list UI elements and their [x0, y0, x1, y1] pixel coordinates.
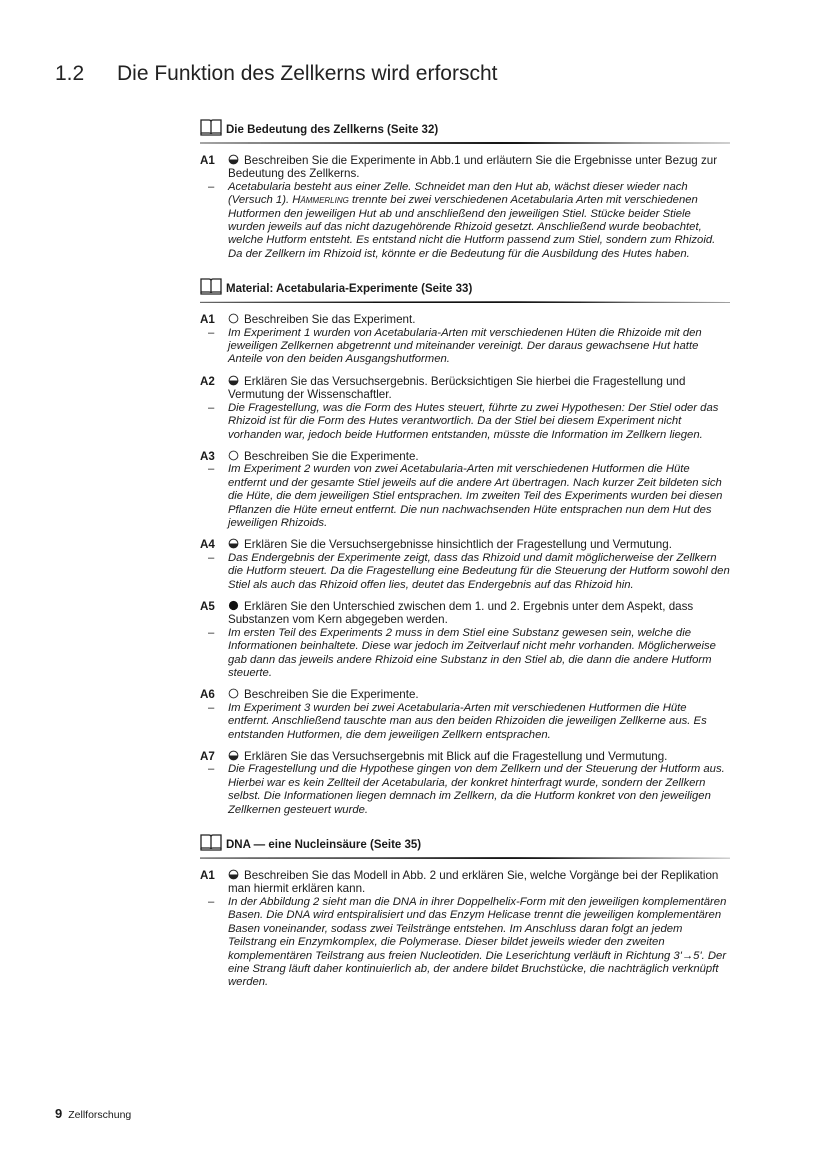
task-code: A1	[200, 154, 215, 167]
task-question: Beschreiben Sie das Experiment.	[244, 313, 416, 327]
answer-dash: –	[208, 551, 215, 564]
answer-text: Das Endergebnis der Experimente zeigt, dass das Rhizoid und damit möglicherweise der Zellkern die Hutform steuert. Da die Fragestellung eine Bedeutung für die Steuerung der Hutform sowohl den Stiel als auch das Rhizoid offen lies, deutet das Endergebnis auf das Rhizoid hin.	[228, 551, 730, 591]
difficulty-medium-icon	[228, 375, 239, 386]
task-answer	[208, 326, 730, 367]
page-number: 9	[55, 1106, 63, 1121]
task-answer	[208, 701, 730, 742]
task-answer	[208, 463, 730, 530]
difficulty-medium-icon	[228, 154, 239, 165]
task-code: A6	[200, 688, 215, 702]
difficulty-medium-icon	[228, 750, 239, 761]
answer-text: trennte bei zwei verschiedenen Acetabularia Arten mit verschiedenen Hutformen den jeweiligen Hut ab und anschließend den jeweiligen Stiel. Stücke beider Stiele wurden jeweils auf das nicht dazugehörende Rhizoid gesetzt. Anschließend wurde beobachtet, welche Hutform entsteht. Es entstand nicht die Hutform passend zum Stiel, sondern zum Rhizoid. Da der Zellkern im Rhizoid ist, könnte er die Bedeutung für die Ausbildung des Hutes haben.	[228, 194, 716, 260]
task-question: Erklären Sie die Versuchsergebnisse hinsichtlich der Fragestellung und Vermutung.	[244, 538, 672, 552]
difficulty-hard-icon	[228, 600, 239, 611]
task-answer	[208, 180, 730, 261]
task-answer	[208, 401, 730, 442]
answer-dash: –	[208, 626, 215, 639]
task-item	[200, 538, 730, 592]
answer-dash: –	[208, 401, 215, 414]
difficulty-medium-icon	[228, 538, 239, 549]
task-question: Erklären Sie den Unterschied zwischen dem 1. und 2. Ergebnis unter dem Aspekt, dass Substanzen vom Kern abgegeben werden.	[228, 599, 694, 627]
answer-text: Die Fragestellung und die Hypothese gingen von dem Zellkern und der Steuerung der Hutform aus. Hierbei war es kein Zellteil der Acetabularia, der konkret hinterfragt wurde, sondern der Zellkern selbst. Die Informationen liegen demnach im Zellkern, da die Hutform konkret von den jeweiligen Zellkernen gesteuert wurde.	[228, 763, 725, 816]
divider	[200, 857, 730, 859]
task-question: Erklären Sie das Versuchsergebnis mit Blick auf die Fragestellung und Vermutung.	[244, 750, 668, 764]
chapter-number: 1.2	[55, 62, 85, 85]
section	[200, 831, 730, 990]
section	[200, 116, 730, 261]
task-code: A4	[200, 538, 215, 552]
section-header	[200, 275, 730, 301]
difficulty-easy-icon	[228, 688, 239, 699]
answer-text: Die Fragestellung, was die Form des Hutes steuert, führte zu zwei Hypothesen: Der Stiel oder das Rhizoid ist für die Form des Hutes verantwortlich. Da der Stiel bei diesem Experiment nicht vorhanden war, jedoch beide Hutformen entstanden, müsste die Information im Zellkern liegen.	[228, 401, 719, 441]
task-item	[200, 750, 730, 817]
task-code: A1	[200, 313, 215, 327]
content	[200, 116, 730, 1004]
task-code: A5	[200, 599, 215, 613]
answer-text: Im ersten Teil des Experiments 2 muss in dem Stiel eine Substanz gewesen sein, welche die Informationen beinhaltete. Diese war jedoch im Zeitverlauf nicht mehr vorhanden. Möglicherweise gab dann das jeweils andere Rhizoid eine Substanz in den Stiel ab, die dann die andere Hutform steuerte.	[228, 626, 716, 679]
section-header	[200, 831, 730, 857]
task-code: A2	[200, 374, 215, 388]
chapter-title: Die Funktion des Zellkerns wird erforscht	[117, 62, 498, 85]
answer-dash: –	[208, 180, 215, 193]
answer-dash: –	[208, 326, 215, 339]
task-code: A7	[200, 750, 215, 764]
divider	[200, 301, 730, 303]
task-answer	[208, 763, 730, 817]
section-header	[200, 116, 730, 142]
answer-dash: –	[208, 763, 215, 776]
answer-text: Im Experiment 2 wurden von zwei Acetabularia-Arten mit verschiedenen Hutformen die Hüte entfernt und der gesamte Stiel jeweils auf die andere Art übertragen. Nach kurzer Zeit bildeten sich die Hüte, die dem jeweiligen Stiel entsprachen. Im zweiten Teil des Experiments wurden bei diesen Pflanzen die Hüte erneut entfernt. Die nun nachwachsenden Hüte entsprachen nun dem Hut des jeweiligen Rhizoids.	[228, 463, 723, 529]
task-question: Beschreiben Sie die Experimente in Abb.1 und erläutern Sie die Ergebnisse unter Bezug zur Bedeutung des Zellkerns.	[228, 154, 718, 181]
footer	[55, 1106, 131, 1121]
task-code: A1	[200, 869, 215, 883]
section-heading: DNA — eine Nucleinsäure (Seite 35)	[226, 839, 422, 852]
task-item	[200, 600, 730, 680]
task-question: Beschreiben Sie die Experimente.	[244, 688, 419, 702]
task-item	[200, 313, 730, 367]
answer-dash: –	[208, 463, 215, 476]
answer-text-start: Acetabularia besteht aus einer Zelle. Schneidet man den Hut ab, wächst dieser wieder nach (Versuch 1).	[228, 180, 688, 207]
task-answer	[208, 626, 730, 681]
book-icon	[200, 833, 222, 851]
page-title	[55, 62, 497, 86]
task-item	[200, 450, 730, 530]
task-answer	[208, 551, 730, 592]
divider	[200, 142, 730, 144]
difficulty-medium-icon	[228, 869, 239, 880]
task-item	[200, 375, 730, 442]
answer-text: Im Experiment 1 wurden von Acetabularia-Arten mit verschiedenen Hüten die Rhizoide mit den jeweiligen Zellkernen abgetrennt und miteinander vereinigt. Der daraus gewachsene Hut hatte Anteile von den beiden Ausgangshutformen.	[228, 326, 702, 366]
footer-label: Zellforschung	[68, 1109, 132, 1121]
book-icon	[200, 118, 222, 136]
difficulty-easy-icon	[228, 313, 239, 324]
section-heading: Die Bedeutung des Zellkerns (Seite 32)	[226, 124, 439, 136]
answer-dash: –	[208, 895, 215, 908]
task-answer	[208, 895, 730, 990]
answer-text: In der Abbildung 2 sieht man die DNA in ihrer Doppelhelix-Form mit den jeweiligen komplementären Basen. Die DNA wird entspiralisiert und das Enzym Helicase trennt die jeweiligen komplementären Basen voneinander, sodass zwei Teilstränge entstehen. Im Anschluss daran folgt an jedem Teilstrang ein Enzymkomplex, die Polymerase. Dieser bildet jeweils wieder den zweiten komplementären Teilstrang aus freien Nucleotiden. Die Leserichtung verläuft in Richtung 3'→5'. Der eine Strang läuft daher kontinuierlich ab, der andere bildet Bruchstücke, die nachträglich verknüpft werden.	[228, 895, 727, 989]
task-item	[200, 869, 730, 990]
task-question: Beschreiben Sie die Experimente.	[244, 449, 419, 463]
book-icon	[200, 277, 222, 295]
answer-dash: –	[208, 701, 215, 714]
task-question: Erklären Sie das Versuchsergebnis. Berücksichtigen Sie hierbei die Fragestellung und Vermutung der Wissenschaftler.	[228, 374, 686, 402]
section	[200, 275, 730, 817]
section-heading: Material: Acetabularia-Experimente (Seite 33)	[226, 283, 473, 296]
difficulty-easy-icon	[228, 450, 239, 461]
answer-text: Im Experiment 3 wurden bei zwei Acetabularia-Arten mit verschiedenen Hutformen die Hüte entfernt. Anschließend tauschte man aus den beiden Rhizoiden die jeweiligen Zellkerne aus. Es entstanden Hutformen, die dem jeweiligen Zellkern entsprachen.	[228, 701, 707, 741]
task-question: Beschreiben Sie das Modell in Abb. 2 und erklären Sie, welche Vorgänge bei der Replikation man hiermit erklären kann.	[228, 869, 719, 896]
task-item	[200, 688, 730, 742]
task-item	[200, 154, 730, 261]
scientist-name: Hämmerling	[292, 194, 349, 207]
task-code: A3	[200, 449, 215, 463]
